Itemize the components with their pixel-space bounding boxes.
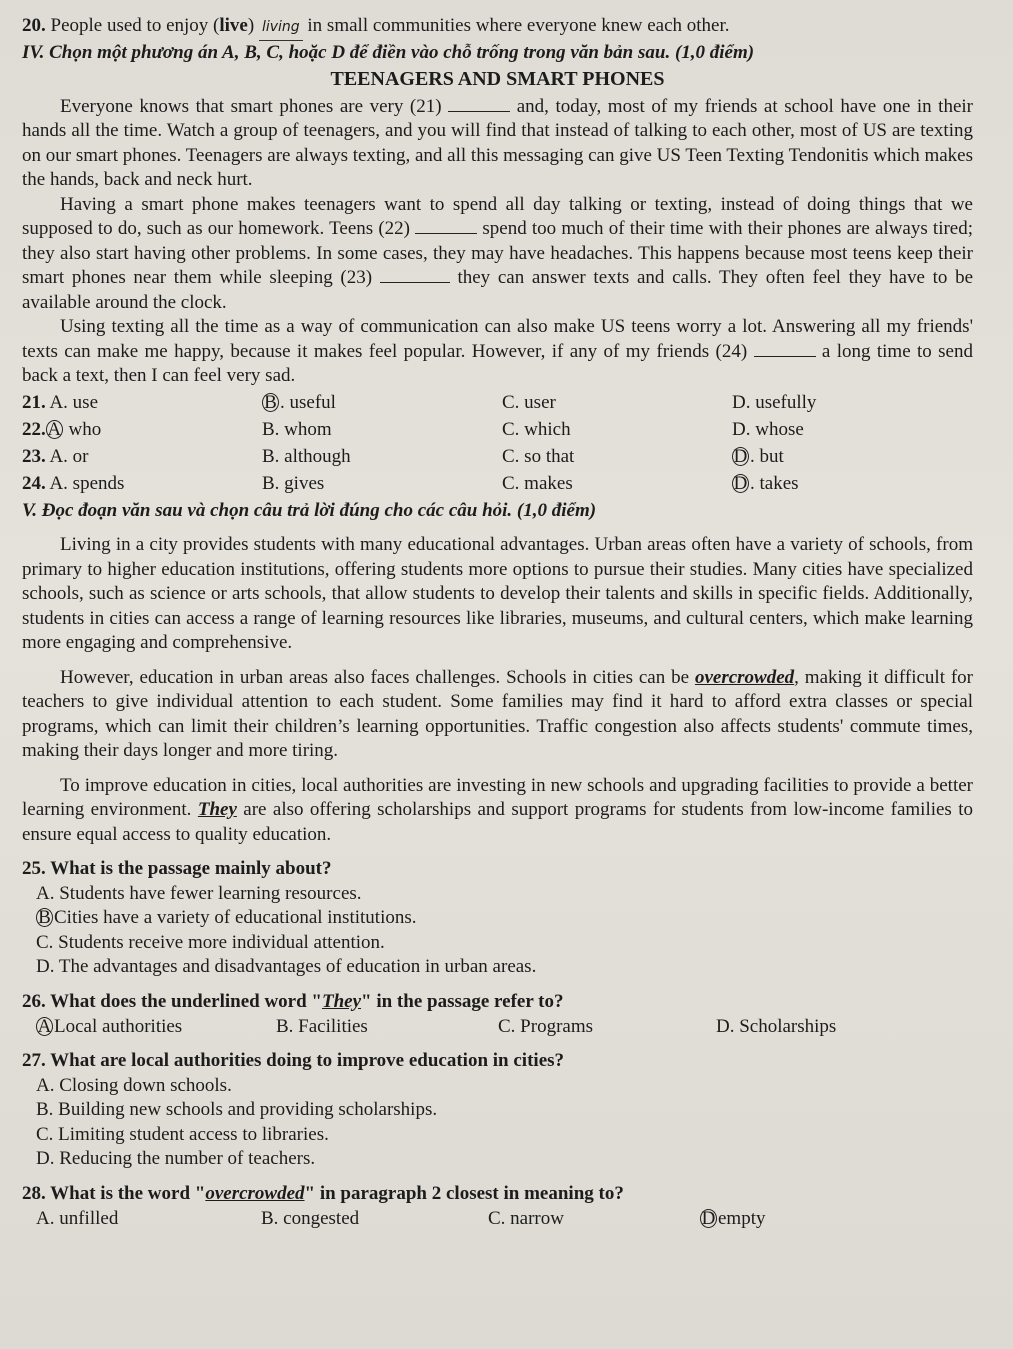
p5-2-part-b: , making it difficult for teachers to give individual attention to each student. Some families may find it hard to afford extra classes or special programs, which can limit their children’s learning opportunities. Traffic congestion also affects students' commute times, making their days longer and more tiring. [22,666,974,761]
question-20 [22,14,973,41]
passage5-paragraph-3 [22,774,973,848]
q25-option-b-text: Cities have a variety of educational institutions. [54,907,417,928]
q28-option-c[interactable]: C. narrow [488,1208,564,1229]
option-num: 24. [22,472,46,494]
option-a[interactable]: A. spends [49,472,125,494]
passage4-paragraph-2 [22,193,973,316]
p5-3-part-b: are also offering scholarships and support programs for students from low-income families to ensure equal access to quality education. [22,799,974,845]
option-d[interactable]: D. whose [732,418,804,440]
blank-24 [754,342,816,357]
circled-answer-icon: A [47,418,62,440]
p5-2-part-a: However, education in urban areas also faces challenges. Schools in cities can be [60,666,690,688]
q26-option-c[interactable]: C. Programs [498,1016,593,1037]
q26-text-a: 26. What does the underlined word " [22,990,322,1012]
q28-option-b[interactable]: B. congested [261,1208,360,1229]
option-b[interactable]: . useful [280,391,336,413]
section4-heading: IV. Chọn một phương án A, B, C, hoặc D để điền vào chỗ trống trong văn bản sau. (1,0 điểm) [22,41,755,63]
underlined-overcrowded: overcrowded [694,666,795,688]
passage5-paragraph-1: Living in a city provides students with many educational advantages. Urban areas often have a variety of schools, from primary to higher education institutions, offering students more options to pursue their studies. Many cities have specialized schools, such as science or arts schools, that allow students to develop their talents and skills in specific fields. Additionally, students in cities can access a range of learning resources like libraries, museums, and cultural centers, which make learning more engaging and comprehensive. [22,534,973,653]
p5-3-part-a: To improve education in cities, local authorities are investing in new schools and upgrading facilities to provide a better learning environment. [22,774,973,820]
q25-option-b[interactable] [22,906,973,931]
section5-heading: V. Đọc đoạn văn sau và chọn câu trả lời đúng cho các câu hỏi. (1,0 điểm) [22,499,597,521]
q27-option-c[interactable]: C. Limiting student access to libraries. [36,1123,329,1145]
option-num: 21. [22,391,46,413]
circled-answer-icon: D [733,472,748,494]
option-c[interactable]: C. makes [502,472,573,494]
q25-option-d[interactable]: D. The advantages and disadvantages of education in urban areas. [36,956,537,977]
question-28 [22,1182,973,1207]
q27-option-b[interactable]: B. Building new schools and providing scholarships. [36,1099,438,1120]
option-a[interactable]: A. or [49,445,89,467]
option-b[interactable]: B. although [262,445,351,467]
option-b[interactable]: B. whom [262,418,332,440]
option-c[interactable]: C. so that [502,445,575,467]
q27-option-d[interactable]: D. Reducing the number of teachers. [36,1148,316,1169]
q20-number: 20. [22,15,46,36]
q20-text-before: People used to enjoy ( [50,15,220,36]
p2-part-b: spend too much of their time with their phones are always tired; they also start having other problems. In some cases, they may have headaches. This happens because most teens keep their smart phones near them while sleeping (23) [22,218,974,288]
q28-option-d-text: empty [718,1208,766,1229]
q26-option-a-text: Local authorities [54,1016,183,1037]
option-b[interactable]: B. gives [262,472,325,494]
q26-options [22,1014,973,1039]
option-num: 22. [22,418,46,440]
options-23 [22,443,973,470]
option-d[interactable]: . but [750,445,784,467]
q28-text-b: " in paragraph 2 closest in meaning to? [304,1182,624,1204]
underlined-they: They [197,799,237,820]
q25-option-c[interactable]: C. Students receive more individual attention. [36,931,385,953]
q28-text-a: 28. What is the word " [22,1182,206,1204]
q25-option-a[interactable]: A. Students have fewer learning resources. [36,882,362,904]
p1-part-b: and, today, most of my friends at school have one in their hands all the time. Watch a group of teenagers, and you will find that instead of talking to each other, most of US are texting on our smart phones. Teenagers are always texting, and all this messaging can give US Teen Texting Tendonitis which makes the hands, back and neck hurt. [22,95,973,190]
p2-part-c: they can answer texts and calls. They often feel they have to be available around the clock. [22,267,974,313]
blank-22 [415,219,477,234]
q20-text-mid: ) [247,15,255,36]
q28-options [22,1206,973,1231]
options-22 [22,416,973,443]
option-a[interactable]: who [63,418,102,440]
option-d[interactable]: . takes [750,472,799,494]
q26-text-b: " in the passage refer to? [361,990,564,1012]
circled-answer-icon: A [37,1016,52,1037]
options-24 [22,470,973,497]
q26-option-b[interactable]: B. Facilities [276,1016,368,1037]
passage4-paragraph-3 [22,315,973,389]
p3-part-a: Using texting all the time as a way of communication can also make US teens worry a lot. Answering all my friends' texts can make me happy, because it makes feel popular. However, if any of my friends (24) [22,316,973,362]
option-num: 23. [22,445,46,467]
circled-answer-icon: D [733,445,748,467]
q28-option-a[interactable]: A. unfilled [36,1208,119,1229]
circled-answer-icon: D [701,1208,716,1229]
q28-underlined: overcrowded [205,1182,305,1204]
q27-option-a[interactable]: A. Closing down schools. [36,1074,232,1096]
passage4-paragraph-1 [22,95,973,193]
q26-underlined: They [321,990,362,1012]
circled-answer-icon: B [36,908,53,927]
option-c[interactable]: C. which [502,418,571,440]
question-25: 25. What is the passage mainly about? [22,858,332,879]
question-26 [22,990,973,1015]
blank-21 [448,97,510,112]
option-a[interactable]: A. use [49,391,99,413]
question-27: 27. What are local authorities doing to improve education in cities? [22,1050,565,1071]
p2-part-a: Having a smart phone makes teenagers want to spend all day talking or texting, instead of doing things that we supposed to do, such as our homework. Teens (22) [22,193,973,239]
blank-23 [380,268,450,283]
q28-option-d[interactable] [700,1206,766,1231]
passage5-paragraph-2 [22,666,973,764]
p3-part-b: a long time to send back a text, then I can feel very sad. [22,340,973,386]
q20-text-after: in small communities where everyone knew each other. [307,15,730,36]
option-d[interactable]: D. usefully [732,391,817,413]
q26-option-d[interactable]: D. Scholarships [716,1016,837,1037]
q20-handwritten-answer: living [259,15,303,41]
q20-verb: live [219,15,248,36]
passage-title: TEENAGERS AND SMART PHONES [330,68,665,90]
option-c[interactable]: C. user [502,391,556,413]
q26-option-a[interactable] [36,1014,276,1039]
circled-answer-icon: B [262,393,279,412]
options-21 [22,389,973,416]
p1-part-a: Everyone knows that smart phones are very (21) [60,95,442,117]
